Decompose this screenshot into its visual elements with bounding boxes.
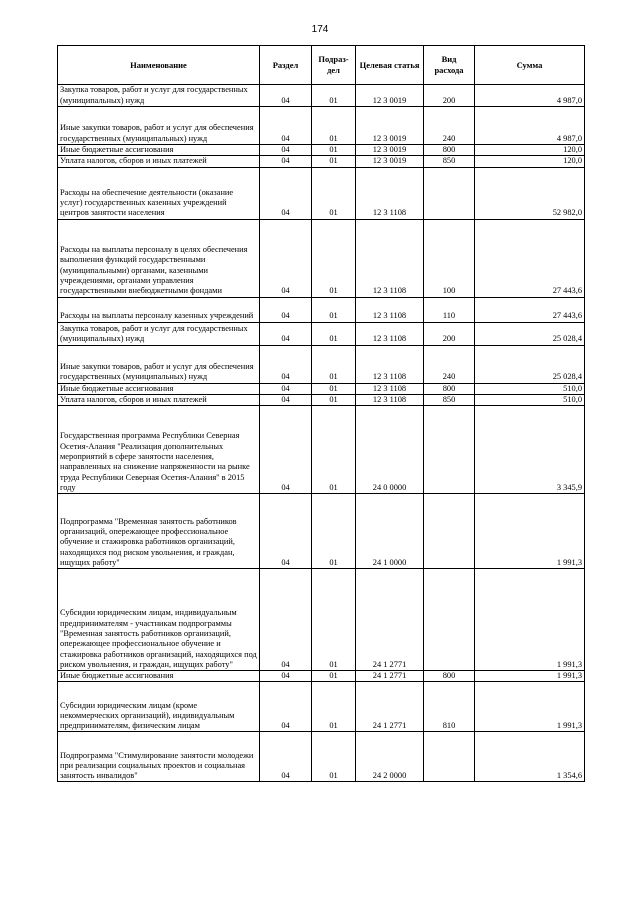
table-row — [58, 671, 585, 682]
cell-section: 04 — [260, 671, 312, 682]
cell-section: 04 — [260, 219, 312, 297]
cell-section: 04 — [260, 569, 312, 671]
cell-name: Иные бюджетные ассигнования — [58, 145, 260, 156]
table-row — [58, 167, 585, 219]
table-row — [58, 107, 585, 145]
cell-subsection: 01 — [312, 682, 356, 732]
cell-target: 12 3 1108 — [356, 219, 424, 297]
cell-subsection: 01 — [312, 494, 356, 569]
cell-section: 04 — [260, 107, 312, 145]
cell-name: Закупка товаров, работ и услуг для государственных (муниципальных) нужд — [58, 85, 260, 107]
cell-subsection: 01 — [312, 569, 356, 671]
header-section: Раздел — [260, 46, 312, 85]
cell-amount: 52 982,0 — [475, 167, 585, 219]
cell-section: 04 — [260, 732, 312, 782]
cell-target: 24 1 0000 — [356, 494, 424, 569]
cell-target: 24 1 2771 — [356, 569, 424, 671]
cell-amount: 1 991,3 — [475, 682, 585, 732]
cell-section: 04 — [260, 383, 312, 394]
table-row — [58, 732, 585, 782]
cell-expense-type: 240 — [424, 345, 475, 383]
cell-amount: 4 987,0 — [475, 85, 585, 107]
cell-expense-type — [424, 406, 475, 494]
cell-expense-type: 850 — [424, 394, 475, 405]
cell-subsection: 01 — [312, 406, 356, 494]
cell-amount: 3 345,9 — [475, 406, 585, 494]
header-name: Наименование — [58, 46, 260, 85]
cell-section: 04 — [260, 156, 312, 167]
cell-target: 12 3 1108 — [356, 322, 424, 345]
cell-expense-type: 100 — [424, 219, 475, 297]
cell-expense-type: 810 — [424, 682, 475, 732]
header-amount: Сумма — [475, 46, 585, 85]
cell-amount: 1 991,3 — [475, 569, 585, 671]
table-row — [58, 145, 585, 156]
cell-amount: 25 028,4 — [475, 345, 585, 383]
header-subsection: Подраз-дел — [312, 46, 356, 85]
cell-section: 04 — [260, 682, 312, 732]
cell-target: 24 2 0000 — [356, 732, 424, 782]
cell-section: 04 — [260, 297, 312, 322]
cell-name: Иные бюджетные ассигнования — [58, 383, 260, 394]
cell-amount: 25 028,4 — [475, 322, 585, 345]
cell-section: 04 — [260, 394, 312, 405]
cell-expense-type: 200 — [424, 322, 475, 345]
table-row — [58, 406, 585, 494]
page-number: 174 — [311, 24, 329, 35]
cell-amount: 27 443,6 — [475, 297, 585, 322]
cell-expense-type: 800 — [424, 383, 475, 394]
cell-name: Иные бюджетные ассигнования — [58, 671, 260, 682]
table-row — [58, 682, 585, 732]
cell-expense-type — [424, 569, 475, 671]
cell-target: 12 3 1108 — [356, 297, 424, 322]
cell-subsection: 01 — [312, 167, 356, 219]
cell-target: 12 3 0019 — [356, 156, 424, 167]
cell-section: 04 — [260, 406, 312, 494]
cell-subsection: 01 — [312, 671, 356, 682]
cell-target: 24 1 2771 — [356, 682, 424, 732]
cell-amount: 1 991,3 — [475, 494, 585, 569]
cell-expense-type: 800 — [424, 671, 475, 682]
cell-name: Расходы на выплаты персоналу казенных учреждений — [58, 297, 260, 322]
cell-subsection: 01 — [312, 394, 356, 405]
header-expense-type: Вид расхода — [424, 46, 475, 85]
cell-section: 04 — [260, 145, 312, 156]
cell-expense-type: 800 — [424, 145, 475, 156]
cell-target: 12 3 1108 — [356, 167, 424, 219]
cell-amount: 4 987,0 — [475, 107, 585, 145]
cell-amount: 120,0 — [475, 156, 585, 167]
cell-subsection: 01 — [312, 145, 356, 156]
cell-subsection: 01 — [312, 297, 356, 322]
cell-target: 24 0 0000 — [356, 406, 424, 494]
cell-target: 12 3 1108 — [356, 345, 424, 383]
cell-name: Субсидии юридическим лицам (кроме некоммерческих организаций), индивидуальным предпринимателям, физическим лицам — [58, 682, 260, 732]
cell-section: 04 — [260, 85, 312, 107]
cell-subsection: 01 — [312, 107, 356, 145]
table-header-row — [58, 46, 585, 85]
table-row — [58, 494, 585, 569]
cell-expense-type — [424, 494, 475, 569]
cell-amount: 510,0 — [475, 394, 585, 405]
table-row — [58, 383, 585, 394]
cell-target: 24 1 2771 — [356, 671, 424, 682]
table-row — [58, 219, 585, 297]
cell-expense-type — [424, 732, 475, 782]
cell-amount: 510,0 — [475, 383, 585, 394]
cell-name: Расходы на обеспечение деятельности (оказание услуг) государственных казенных учреждений центров занятости населения — [58, 167, 260, 219]
cell-amount: 1 991,3 — [475, 671, 585, 682]
cell-name: Иные закупки товаров, работ и услуг для обеспечения государственных (муниципальных) нужд — [58, 107, 260, 145]
cell-expense-type: 240 — [424, 107, 475, 145]
cell-target: 12 3 1108 — [356, 394, 424, 405]
cell-name: Расходы на выплаты персоналу в целях обеспечения выполнения функций государственными (муниципальными) органами, казенными учреждениями, органами управления государственными внебюджетными фондами — [58, 219, 260, 297]
budget-table — [57, 45, 585, 782]
cell-subsection: 01 — [312, 732, 356, 782]
cell-name: Закупка товаров, работ и услуг для государственных (муниципальных) нужд — [58, 322, 260, 345]
cell-name: Субсидии юридическим лицам, индивидуальным предпринимателям - участникам подпрограммы "Временная занятость работников организаций, опережающее профессиональное обучение и стажировка работников организаций, находящихся под риском увольнения, и граждан, ищущих работу" — [58, 569, 260, 671]
cell-subsection: 01 — [312, 383, 356, 394]
cell-expense-type — [424, 167, 475, 219]
cell-amount: 1 354,6 — [475, 732, 585, 782]
cell-subsection: 01 — [312, 156, 356, 167]
cell-target: 12 3 0019 — [356, 85, 424, 107]
header-target: Целевая статья — [356, 46, 424, 85]
table-row — [58, 156, 585, 167]
cell-amount: 27 443,6 — [475, 219, 585, 297]
table-body — [58, 85, 585, 782]
table-row — [58, 322, 585, 345]
cell-name: Государственная программа Республики Северная Осетия-Алания "Реализация дополнительных мероприятий в сфере занятости населения, направленных на снижение напряженности на рынке труда Республики Северная Осетия-Алания" в 2015 году — [58, 406, 260, 494]
cell-subsection: 01 — [312, 322, 356, 345]
cell-amount: 120,0 — [475, 145, 585, 156]
cell-subsection: 01 — [312, 345, 356, 383]
cell-subsection: 01 — [312, 219, 356, 297]
table-row — [58, 569, 585, 671]
table-row — [58, 345, 585, 383]
cell-section: 04 — [260, 167, 312, 219]
cell-target: 12 3 0019 — [356, 107, 424, 145]
cell-section: 04 — [260, 345, 312, 383]
cell-target: 12 3 0019 — [356, 145, 424, 156]
cell-target: 12 3 1108 — [356, 383, 424, 394]
table-row — [58, 297, 585, 322]
cell-section: 04 — [260, 322, 312, 345]
cell-name: Подпрограмма "Стимулирование занятости молодежи при реализации социальных проектов и социальная занятость инвалидов" — [58, 732, 260, 782]
cell-expense-type: 200 — [424, 85, 475, 107]
cell-subsection: 01 — [312, 85, 356, 107]
table-row — [58, 394, 585, 405]
cell-section: 04 — [260, 494, 312, 569]
cell-name: Уплата налогов, сборов и иных платежей — [58, 156, 260, 167]
cell-expense-type: 850 — [424, 156, 475, 167]
cell-name: Уплата налогов, сборов и иных платежей — [58, 394, 260, 405]
cell-name: Подпрограмма "Временная занятость работников организаций, опережающее профессиональное обучение и стажировка работников организаций, находящихся под риском увольнения, и граждан, ищущих работу" — [58, 494, 260, 569]
cell-expense-type: 110 — [424, 297, 475, 322]
cell-name: Иные закупки товаров, работ и услуг для обеспечения государственных (муниципальных) нужд — [58, 345, 260, 383]
table-row — [58, 85, 585, 107]
